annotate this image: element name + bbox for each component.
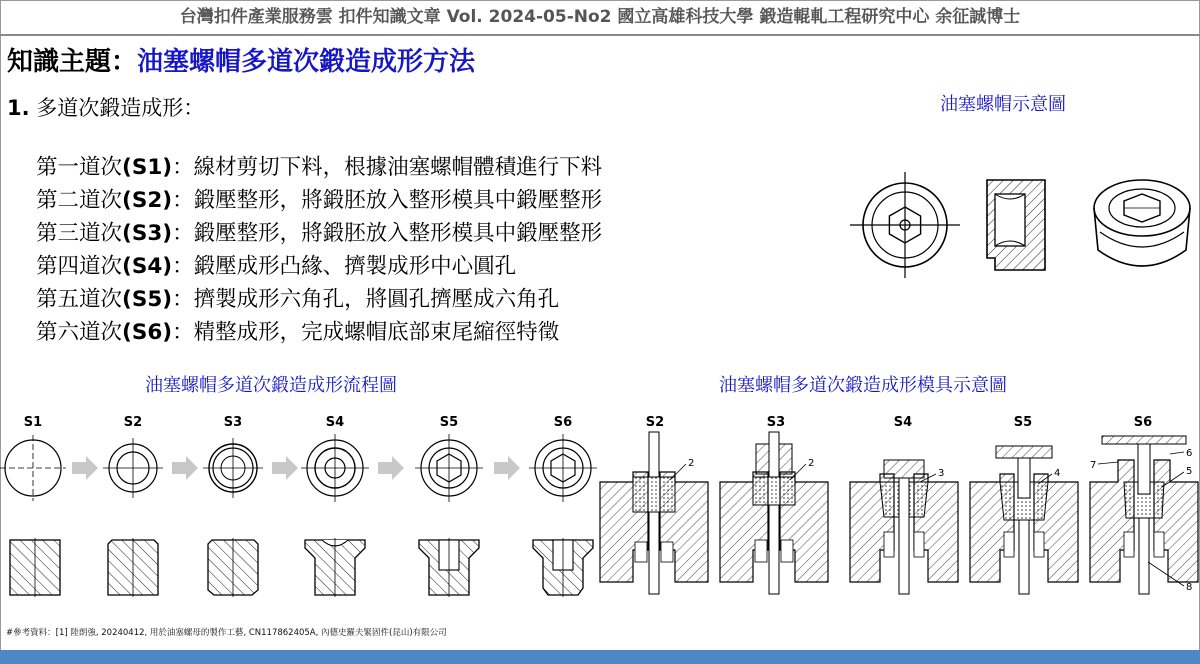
flow-chart-figure (0, 430, 600, 605)
step-code: (S4) (122, 254, 173, 279)
step-item (36, 283, 602, 316)
callout-5: 5 (1186, 466, 1193, 477)
flow-top-s1 (0, 435, 66, 501)
flow-arrow (72, 456, 98, 480)
step-code: (S5) (122, 287, 173, 312)
topic-label: 知識主題： (7, 47, 138, 77)
callout-8: 8 (1186, 582, 1193, 593)
nut-section-view (987, 180, 1045, 270)
die-s5 (970, 446, 1078, 594)
step-code: (S1) (122, 155, 173, 180)
flow-section-s6 (533, 538, 593, 597)
caption-flowchart: 油塞螺帽多道次鍛造成形流程圖 (145, 375, 397, 396)
header-bar: 台灣扣件產業服務雲 扣件知識文章 Vol. 2024-05-No2 國立高雄科技大學 鍛造輥軋工程研究中心 余征誠博士 (0, 0, 1200, 36)
die-figure (598, 432, 1198, 602)
section-number: 1. (7, 96, 30, 120)
step-desc: ：精整成形，完成螺帽底部束尾縮徑特徵 (172, 320, 560, 345)
flow-label-s5: S5 (439, 415, 459, 430)
step-desc: ：鍛壓整形，將鍛胚放入整形模具中鍛壓整形 (172, 188, 603, 213)
callout-7: 7 (1090, 460, 1097, 471)
step-item (36, 250, 602, 283)
flow-label-s4: S4 (325, 415, 345, 430)
flow-arrow (172, 456, 198, 480)
step-code: (S3) (122, 221, 173, 246)
callout-4: 4 (1054, 468, 1061, 479)
die-s2 (600, 432, 708, 594)
step-desc: ：鍛壓整形，將鍛胚放入整形模具中鍛壓整形 (172, 221, 603, 246)
step-prefix: 第三道次 (36, 221, 123, 246)
step-desc: ：鍛壓成形凸緣、擠製成形中心圓孔 (172, 254, 517, 279)
section-heading (7, 92, 204, 122)
flow-label-s3: S3 (223, 415, 243, 430)
step-prefix: 第二道次 (36, 188, 123, 213)
die-s4 (850, 460, 958, 594)
step-prefix: 第一道次 (36, 155, 123, 180)
flow-top-s3 (203, 438, 263, 498)
caption-schematic: 油塞螺帽示意圖 (940, 94, 1066, 115)
flow-section-s5 (419, 538, 479, 597)
step-item (36, 184, 602, 217)
die-s6 (1090, 436, 1198, 594)
footer-bar (0, 650, 1200, 664)
step-desc: ：線材剪切下料，根據油塞螺帽體積進行下料 (172, 155, 603, 180)
flow-top-s6 (529, 434, 597, 502)
flow-arrow (272, 456, 298, 480)
flow-section-s1 (10, 538, 60, 597)
caption-die: 油塞螺帽多道次鍛造成形模具示意圖 (719, 375, 1007, 396)
callout-2: 2 (808, 458, 815, 469)
flow-top-s2 (103, 438, 163, 498)
flow-section-s2 (108, 538, 158, 597)
nut-top-view (850, 172, 960, 278)
step-prefix: 第六道次 (36, 320, 123, 345)
step-prefix: 第五道次 (36, 287, 123, 312)
callout-2: 2 (688, 458, 695, 469)
step-code: (S2) (122, 188, 173, 213)
flow-label-s2: S2 (123, 415, 143, 430)
flow-section-s3 (208, 538, 258, 597)
flow-section-s4 (305, 538, 365, 597)
die-label-s6: S6 (1133, 415, 1153, 430)
nut-3d-view (1094, 180, 1190, 266)
flow-top-s4 (301, 434, 369, 502)
die-label-s5: S5 (1013, 415, 1033, 430)
topic-heading (7, 41, 475, 78)
die-label-s3: S3 (766, 415, 786, 430)
die-s3 (720, 432, 828, 594)
step-list (36, 151, 602, 349)
section-title: 多道次鍛造成形： (36, 96, 205, 120)
step-prefix: 第四道次 (36, 254, 123, 279)
die-label-s4: S4 (893, 415, 913, 430)
step-code: (S6) (122, 320, 173, 345)
reference-note: #參考資料：[1] 陸朗強, 20240412, 用於油塞螺母的製作工藝, CN117862405A, 內德史羅夫緊固件(昆山)有限公司 (6, 628, 447, 638)
step-item (36, 217, 602, 250)
flow-arrow (494, 456, 520, 480)
callout-6: 6 (1186, 448, 1193, 459)
step-item (36, 316, 602, 349)
flow-top-s5 (415, 434, 483, 502)
nut-schematic-figure (845, 170, 1200, 285)
die-label-s2: S2 (645, 415, 665, 430)
flow-label-s1: S1 (23, 415, 43, 430)
flow-label-s6: S6 (553, 415, 573, 430)
flow-arrow (378, 456, 404, 480)
topic-title: 油塞螺帽多道次鍛造成形方法 (137, 47, 476, 77)
step-item (36, 151, 602, 184)
callout-3: 3 (938, 468, 945, 479)
step-desc: ：擠製成形六角孔，將圓孔擠壓成六角孔 (172, 287, 560, 312)
